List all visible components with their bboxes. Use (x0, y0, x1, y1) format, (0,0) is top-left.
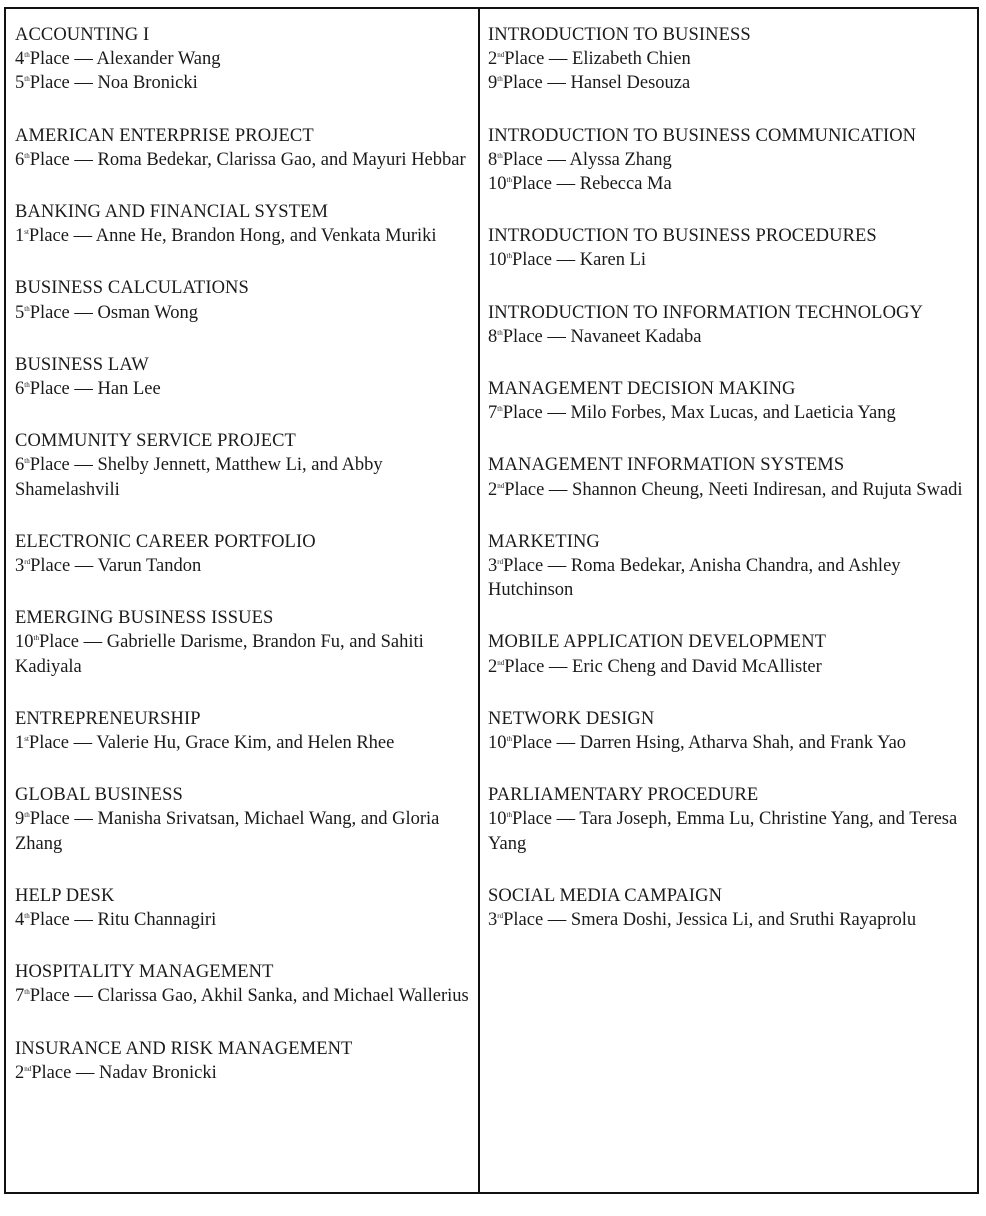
placement-line (15, 807, 470, 855)
event-entry (488, 301, 969, 349)
placement-rank: 8 (488, 149, 498, 170)
placement-text: Place — Nadav Bronicki (31, 1062, 217, 1083)
placement-text: Place — Roma Bedekar, Anisha Chandra, and Ashley Hutchinson (488, 556, 901, 601)
placement-text: Place — Valerie Hu, Grace Kim, and Helen Rhee (28, 733, 395, 754)
placement-line (488, 325, 969, 349)
placement-text: Place — Han Lee (29, 379, 161, 400)
event-category: NETWORK DESIGN (488, 708, 655, 729)
placement-text: Place — Shannon Cheung, Neeti Indiresan, and Rujuta Swadi (504, 479, 963, 500)
placement-line (488, 554, 969, 602)
event-entry (488, 377, 969, 425)
placement-rank: 4 (15, 910, 25, 931)
placement-suffix: th (506, 252, 512, 261)
event-category: BANKING AND FINANCIAL SYSTEM (15, 202, 329, 223)
placement-text: Place — Noa Bronicki (29, 73, 198, 94)
event-entry (15, 606, 470, 679)
placement-rank: 3 (488, 556, 498, 577)
placement-suffix: th (24, 811, 30, 820)
placement-line (488, 71, 969, 95)
placement-suffix: nd (497, 51, 505, 60)
placement-suffix: th (506, 176, 512, 185)
placement-line (488, 401, 969, 425)
placement-line (15, 453, 470, 501)
placement-line (488, 172, 969, 196)
placement-line (488, 731, 969, 755)
placement-rank: 7 (15, 986, 25, 1007)
event-entry (488, 530, 969, 603)
placement-rank: 2 (488, 656, 498, 677)
placement-line (15, 984, 470, 1008)
placement-suffix: th (24, 75, 30, 84)
placement-suffix: th (497, 75, 503, 84)
event-category: INTRODUCTION TO BUSINESS COMMUNICATION (488, 125, 917, 146)
placement-suffix: nd (24, 1064, 32, 1073)
placement-suffix: th (24, 304, 30, 313)
placement-suffix: rd (497, 912, 504, 921)
placement-text: Place — Hansel Desouza (502, 73, 691, 94)
event-entry (488, 224, 969, 272)
placement-rank: 5 (15, 302, 25, 323)
placement-suffix: nd (497, 658, 505, 667)
placement-text: Place — Gabrielle Darisme, Brandon Fu, and Sahiti Kadiyala (15, 632, 424, 677)
event-entry (15, 530, 470, 578)
event-entry (15, 1037, 470, 1085)
event-entry (488, 707, 969, 755)
event-category: PARLIAMENTARY PROCEDURE (488, 785, 759, 806)
event-category: BUSINESS CALCULATIONS (15, 278, 249, 299)
placement-line (15, 148, 470, 172)
placement-line (15, 554, 470, 578)
placement-text: Place — Eric Cheng and David McAllister (504, 656, 822, 677)
placement-suffix: th (24, 381, 30, 390)
placement-text: Place — Osman Wong (29, 302, 198, 323)
event-category: INTRODUCTION TO BUSINESS (488, 25, 751, 45)
placement-text: Place — Darren Hsing, Atharva Shah, and Frank Yao (511, 733, 907, 754)
placement-rank: 1 (15, 733, 25, 754)
placement-line (488, 47, 969, 71)
placement-line (15, 301, 470, 325)
placement-text: Place — Elizabeth Chien (504, 49, 691, 70)
placement-text: Place — Manisha Srivatsan, Michael Wang, and Gloria Zhang (15, 809, 440, 854)
placement-suffix: th (497, 151, 503, 160)
placement-rank: 2 (15, 1062, 25, 1083)
placement-suffix: th (506, 811, 512, 820)
placement-rank: 2 (488, 479, 498, 500)
event-entry (488, 23, 969, 96)
placement-suffix: th (506, 735, 512, 744)
placement-text: Place — Anne He, Brandon Hong, and Venkata Muriki (28, 226, 437, 247)
placement-line (15, 71, 470, 95)
placement-text: Place — Varun Tandon (30, 556, 202, 577)
event-entry (15, 200, 470, 248)
placement-line (488, 655, 969, 679)
placement-line (488, 148, 969, 172)
placement-rank: 5 (15, 73, 25, 94)
event-entry (15, 960, 470, 1008)
placement-line (15, 224, 470, 248)
event-category: HOSPITALITY MANAGEMENT (15, 962, 274, 983)
placement-suffix: st (24, 735, 29, 744)
placement-suffix: st (24, 228, 29, 237)
placement-text: Place — Roma Bedekar, Clarissa Gao, and Mayuri Hebbar (29, 149, 466, 170)
placement-line (488, 908, 969, 932)
placement-rank: 7 (488, 403, 498, 424)
event-category: ELECTRONIC CAREER PORTFOLIO (15, 531, 316, 552)
placement-line (488, 248, 969, 272)
placement-text: Place — Alexander Wang (29, 49, 221, 70)
event-entry (15, 124, 470, 172)
placement-text: Place — Shelby Jennett, Matthew Li, and Abby Shamelashvili (15, 455, 383, 500)
placement-suffix: th (33, 634, 39, 643)
placement-rank: 10 (488, 733, 507, 754)
event-category: SOCIAL MEDIA CAMPAIGN (488, 885, 723, 906)
placement-text: Place — Rebecca Ma (511, 174, 672, 195)
event-entry (488, 884, 969, 932)
placement-suffix: th (497, 405, 503, 414)
event-category: MARKETING (488, 531, 600, 552)
placement-line (15, 47, 470, 71)
placement-text: Place — Tara Joseph, Emma Lu, Christine Yang, and Teresa Yang (488, 809, 958, 854)
event-category: MOBILE APPLICATION DEVELOPMENT (488, 632, 827, 653)
placement-suffix: nd (497, 481, 505, 490)
placement-rank: 6 (15, 149, 25, 170)
event-entry (15, 23, 470, 96)
placement-line (15, 908, 470, 932)
placement-text: Place — Smera Doshi, Jessica Li, and Sruthi Rayaprolu (503, 910, 917, 931)
event-category: ACCOUNTING I (15, 25, 150, 45)
placement-text: Place — Ritu Channagiri (29, 910, 217, 931)
placement-rank: 2 (488, 49, 498, 70)
event-entry (488, 783, 969, 856)
left-column (6, 9, 480, 1192)
event-category: INSURANCE AND RISK MANAGEMENT (15, 1038, 353, 1059)
event-category: COMMUNITY SERVICE PROJECT (15, 431, 296, 452)
placement-line (15, 731, 470, 755)
event-entry (488, 453, 969, 501)
placement-rank: 10 (15, 632, 34, 653)
placement-suffix: th (24, 51, 30, 60)
event-category: MANAGEMENT DECISION MAKING (488, 379, 796, 400)
placement-line (488, 478, 969, 502)
placement-text: Place — Karen Li (511, 250, 647, 271)
event-category: HELP DESK (15, 885, 115, 906)
placement-line (15, 1061, 470, 1085)
placement-rank: 1 (15, 226, 25, 247)
placement-rank: 10 (488, 250, 507, 271)
placement-rank: 9 (15, 809, 25, 830)
event-entry (15, 884, 470, 932)
placement-rank: 3 (15, 556, 25, 577)
event-entry (488, 124, 969, 197)
placement-suffix: th (497, 328, 503, 337)
event-entry (15, 276, 470, 324)
placement-rank: 10 (488, 809, 507, 830)
event-entry (15, 707, 470, 755)
placement-rank: 6 (15, 379, 25, 400)
placement-suffix: rd (497, 558, 504, 567)
event-category: GLOBAL BUSINESS (15, 785, 183, 806)
placement-line (15, 630, 470, 678)
event-entry (15, 783, 470, 856)
event-category: MANAGEMENT INFORMATION SYSTEMS (488, 455, 845, 476)
placement-text: Place — Milo Forbes, Max Lucas, and Laeticia Yang (502, 403, 896, 424)
results-table (4, 7, 979, 1194)
placement-suffix: rd (24, 558, 31, 567)
event-entry (15, 353, 470, 401)
event-entry (15, 429, 470, 502)
placement-rank: 6 (15, 455, 25, 476)
placement-line (15, 377, 470, 401)
placement-rank: 8 (488, 326, 498, 347)
placement-rank: 3 (488, 910, 498, 931)
event-category: INTRODUCTION TO BUSINESS PROCEDURES (488, 226, 877, 247)
event-category: INTRODUCTION TO INFORMATION TECHNOLOGY (488, 302, 923, 323)
placement-line (488, 807, 969, 855)
event-category: EMERGING BUSINESS ISSUES (15, 608, 274, 629)
placement-rank: 10 (488, 174, 507, 195)
event-category: BUSINESS LAW (15, 354, 149, 375)
placement-rank: 4 (15, 49, 25, 70)
placement-text: Place — Clarissa Gao, Akhil Sanka, and Michael Wallerius (29, 986, 469, 1007)
event-category: ENTREPRENEURSHIP (15, 708, 201, 729)
event-category: AMERICAN ENTERPRISE PROJECT (15, 125, 314, 146)
placement-suffix: th (24, 912, 30, 921)
placement-suffix: th (24, 151, 30, 160)
placement-rank: 9 (488, 73, 498, 94)
right-column (480, 9, 977, 1192)
placement-text: Place — Navaneet Kadaba (502, 326, 702, 347)
placement-text: Place — Alyssa Zhang (502, 149, 672, 170)
placement-suffix: th (24, 457, 30, 466)
event-entry (488, 630, 969, 678)
placement-suffix: th (24, 988, 30, 997)
